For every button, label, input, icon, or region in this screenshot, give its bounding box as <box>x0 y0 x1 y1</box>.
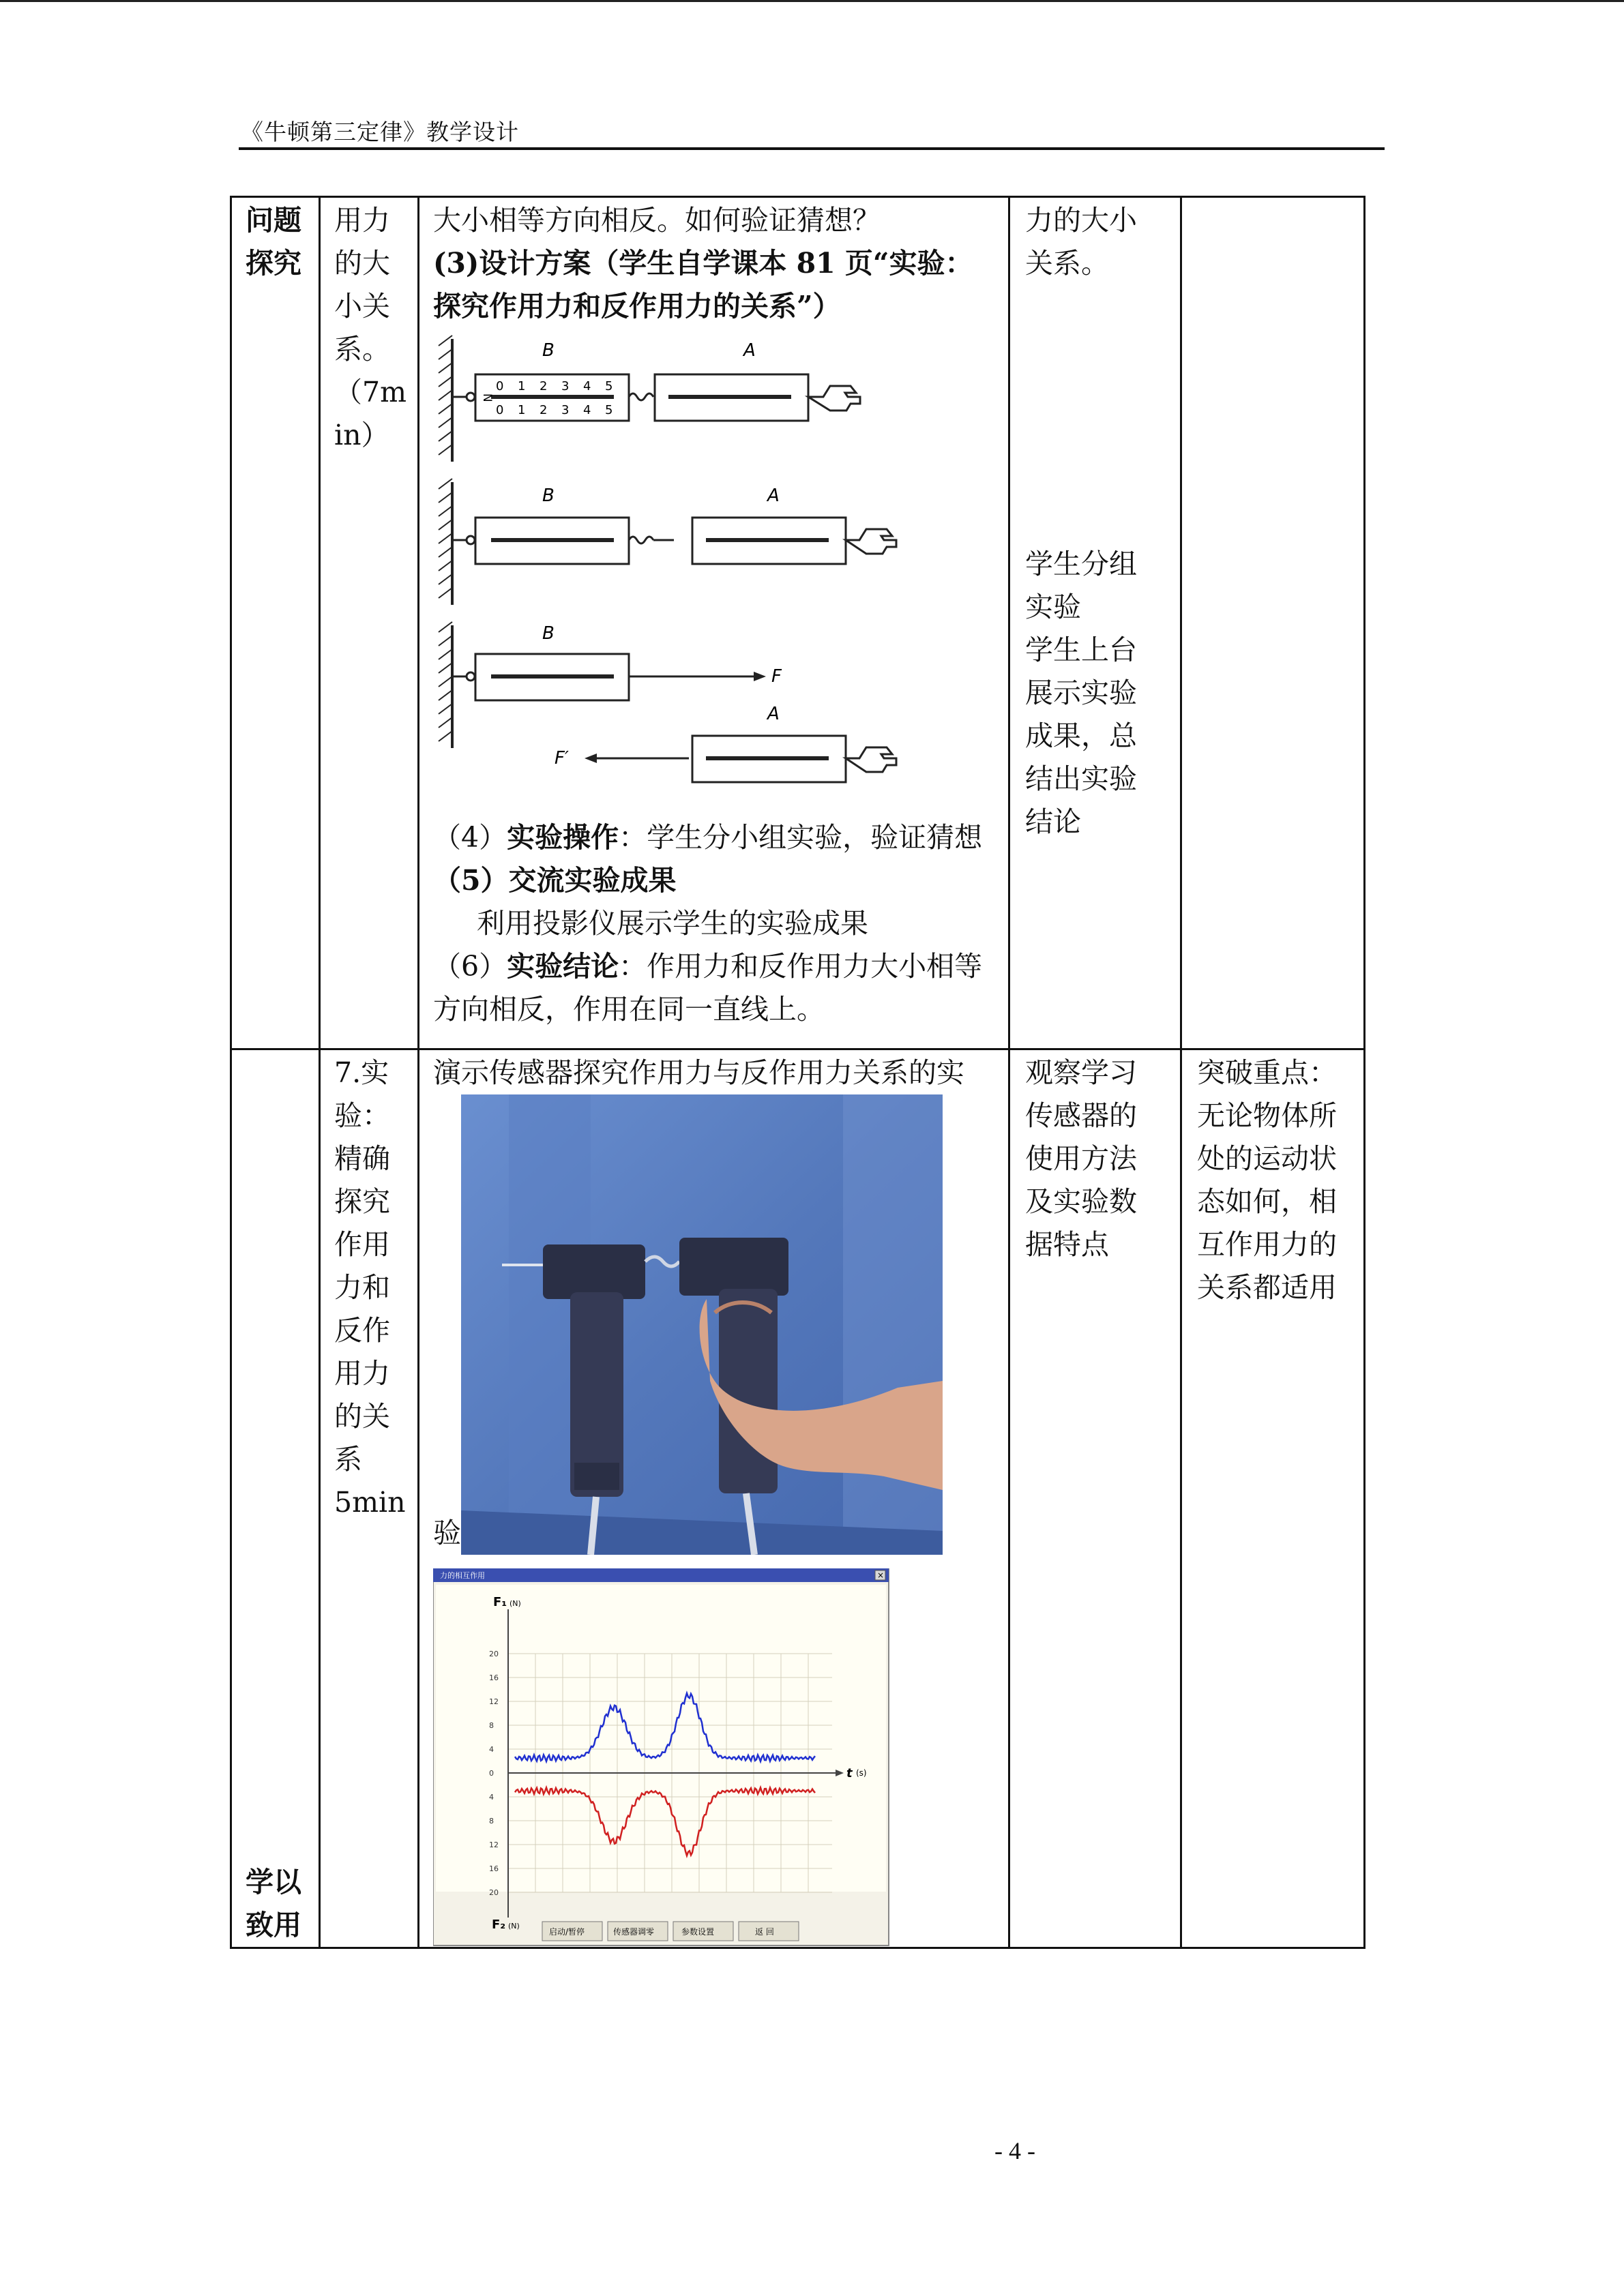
step-5-line: （5）交流实验成果 <box>433 864 677 897</box>
hand-icon <box>846 529 896 554</box>
topic-line: 探究 <box>334 1185 390 1218</box>
student-line: 传感器的 <box>1025 1099 1137 1132</box>
force-label-f-prime: F′ <box>555 748 569 769</box>
scale-unit: N <box>480 393 494 402</box>
lesson-plan-table <box>230 196 1365 1949</box>
spring-scale-diagram <box>433 332 924 809</box>
topic-line: in） <box>334 419 389 451</box>
svg-text:3: 3 <box>561 379 570 393</box>
student-activity-cell <box>1009 197 1181 1049</box>
y-tick-label: 16 <box>489 1864 499 1873</box>
intent-line: 突破重点： <box>1197 1056 1337 1089</box>
page-top-border <box>0 0 1624 2</box>
topic-line: 验： <box>334 1099 390 1132</box>
step-6-line: （6）实验结论：作用力和反作用力大小相等 <box>433 950 983 983</box>
topic-cell <box>320 1049 419 1948</box>
stage-cell <box>231 1049 320 1948</box>
svg-text:2: 2 <box>540 403 548 417</box>
topic-line: 系。 <box>334 333 390 366</box>
student-line: 结论 <box>1025 805 1081 838</box>
student-line: 结出实验 <box>1025 762 1137 795</box>
setup-2 <box>439 479 896 605</box>
y-tick-label: 20 <box>489 1650 499 1658</box>
intent-line: 态如何，相 <box>1197 1185 1337 1218</box>
topic-line: 力和 <box>334 1271 390 1304</box>
content-cell <box>419 197 1009 1049</box>
student-line: 观察学习 <box>1025 1056 1137 1089</box>
svg-text:3: 3 <box>561 403 570 417</box>
svg-text:1: 1 <box>518 403 526 417</box>
student-line: 成果，总 <box>1025 719 1137 752</box>
settings-label: 参数设置 <box>681 1927 715 1937</box>
intent-line: 关系都适用 <box>1197 1271 1337 1304</box>
scale-label-a: A <box>743 340 756 361</box>
step-6-text: 方向相反，作用在同一直线上。 <box>433 993 825 1026</box>
svg-text:4: 4 <box>583 379 591 393</box>
student-line: 学生上台 <box>1025 633 1137 666</box>
student-activity-cell <box>1009 1049 1181 1948</box>
page-number: - 4 - <box>994 2137 1035 2164</box>
stage-cell <box>231 197 320 1049</box>
table-row <box>231 1049 1365 1948</box>
t-axis-label: t <box>846 1766 853 1780</box>
y-tick-label: 8 <box>489 1721 494 1730</box>
topic-line: 的关 <box>334 1400 390 1433</box>
topic-line: 用力 <box>334 204 390 237</box>
student-line: 实验 <box>1025 591 1081 623</box>
force-label-f: F <box>771 666 782 687</box>
scale-label-b: B <box>542 623 555 644</box>
t-unit: (s) <box>856 1768 867 1778</box>
y-tick-label: 16 <box>489 1673 499 1682</box>
sensor-zero-label: 传感器调零 <box>613 1927 655 1937</box>
topic-line: 作用 <box>334 1228 390 1261</box>
setup-1 <box>439 336 860 462</box>
graph-window-title: 力的相互作用 <box>440 1571 485 1580</box>
topic-line: 的大 <box>334 247 390 280</box>
y-tick-label: 0 <box>489 1769 494 1778</box>
svg-text:5: 5 <box>605 379 613 393</box>
topic-line: 用力 <box>334 1357 390 1390</box>
design-plan-line: (3)设计方案（学生自学课本 81 页“实验： <box>433 247 973 280</box>
student-line: 学生分组 <box>1025 548 1137 580</box>
header-rule <box>239 147 1385 150</box>
step-5-text: 利用投影仪展示学生的实验成果 <box>477 907 868 940</box>
topic-line: （7m <box>334 376 407 408</box>
svg-text:2: 2 <box>540 379 548 393</box>
intent-line: 处的运动状 <box>1197 1142 1337 1175</box>
topic-line: 7.实 <box>334 1056 389 1089</box>
hand-icon <box>808 386 860 411</box>
y1-axis-label: F₁ <box>493 1595 507 1609</box>
svg-text:1: 1 <box>518 379 526 393</box>
content-line: 演示传感器探究作用力与反作用力关系的实 <box>433 1056 964 1089</box>
setup-3 <box>439 622 896 782</box>
table-row <box>231 197 1365 1049</box>
content-line: 验 <box>433 1517 461 1549</box>
svg-text:0: 0 <box>496 379 504 393</box>
hand-icon <box>846 747 896 772</box>
design-intent-cell <box>1181 1049 1365 1948</box>
svg-text:5: 5 <box>605 403 613 417</box>
content-cell <box>419 1049 1009 1948</box>
topic-cell <box>320 197 419 1049</box>
close-icon: × <box>877 1570 885 1580</box>
student-line: 据特点 <box>1025 1228 1109 1261</box>
scale-label-a: A <box>767 704 780 724</box>
topic-line: 系 <box>334 1443 362 1476</box>
y-tick-label: 4 <box>489 1793 494 1802</box>
svg-text:4: 4 <box>583 403 591 417</box>
return-label: 返 回 <box>755 1927 774 1937</box>
stage-line: 学以 <box>246 1866 301 1898</box>
student-line: 力的大小 <box>1025 204 1137 237</box>
stage-line: 问题 <box>246 204 301 237</box>
student-line: 关系。 <box>1025 247 1109 280</box>
y2-unit: (N) <box>508 1922 520 1930</box>
stage-line: 探究 <box>246 247 301 280</box>
y-tick-label: 8 <box>489 1817 494 1825</box>
topic-line: 小关 <box>334 290 390 323</box>
intent-line: 无论物体所 <box>1197 1099 1337 1132</box>
sensor-photo <box>461 1094 943 1555</box>
topic-line: 5min <box>334 1486 406 1519</box>
intent-line: 互作用力的 <box>1197 1228 1337 1261</box>
y2-axis-label: F₂ <box>492 1918 506 1932</box>
force-time-graph <box>433 1568 890 1947</box>
scale-label-b: B <box>542 486 555 506</box>
y-tick-label: 12 <box>489 1840 499 1849</box>
document-header: 《牛顿第三定律》教学设计 <box>241 119 519 145</box>
topic-line: 精确 <box>334 1142 390 1175</box>
student-line: 及实验数 <box>1025 1185 1137 1218</box>
student-line: 使用方法 <box>1025 1142 1137 1175</box>
scale-label-a: A <box>767 486 780 506</box>
student-line: 展示实验 <box>1025 676 1137 709</box>
y-tick-label: 4 <box>489 1745 494 1754</box>
design-intent-cell <box>1181 197 1365 1049</box>
topic-line: 反作 <box>334 1314 390 1347</box>
stage-line: 致用 <box>246 1909 301 1941</box>
y1-unit: (N) <box>510 1599 521 1608</box>
scale-label-b: B <box>542 340 555 361</box>
y-tick-label: 12 <box>489 1697 499 1706</box>
step-4-line: （4）实验操作：学生分小组实验，验证猜想 <box>433 821 983 854</box>
svg-text:0: 0 <box>496 403 504 417</box>
design-plan-line: 探究作用力和反作用力的关系”） <box>433 290 841 323</box>
start-pause-label: 启动/暂停 <box>549 1927 585 1937</box>
y-tick-label: 20 <box>489 1888 499 1897</box>
content-line: 大小相等方向相反。如何验证猜想？ <box>433 204 881 237</box>
